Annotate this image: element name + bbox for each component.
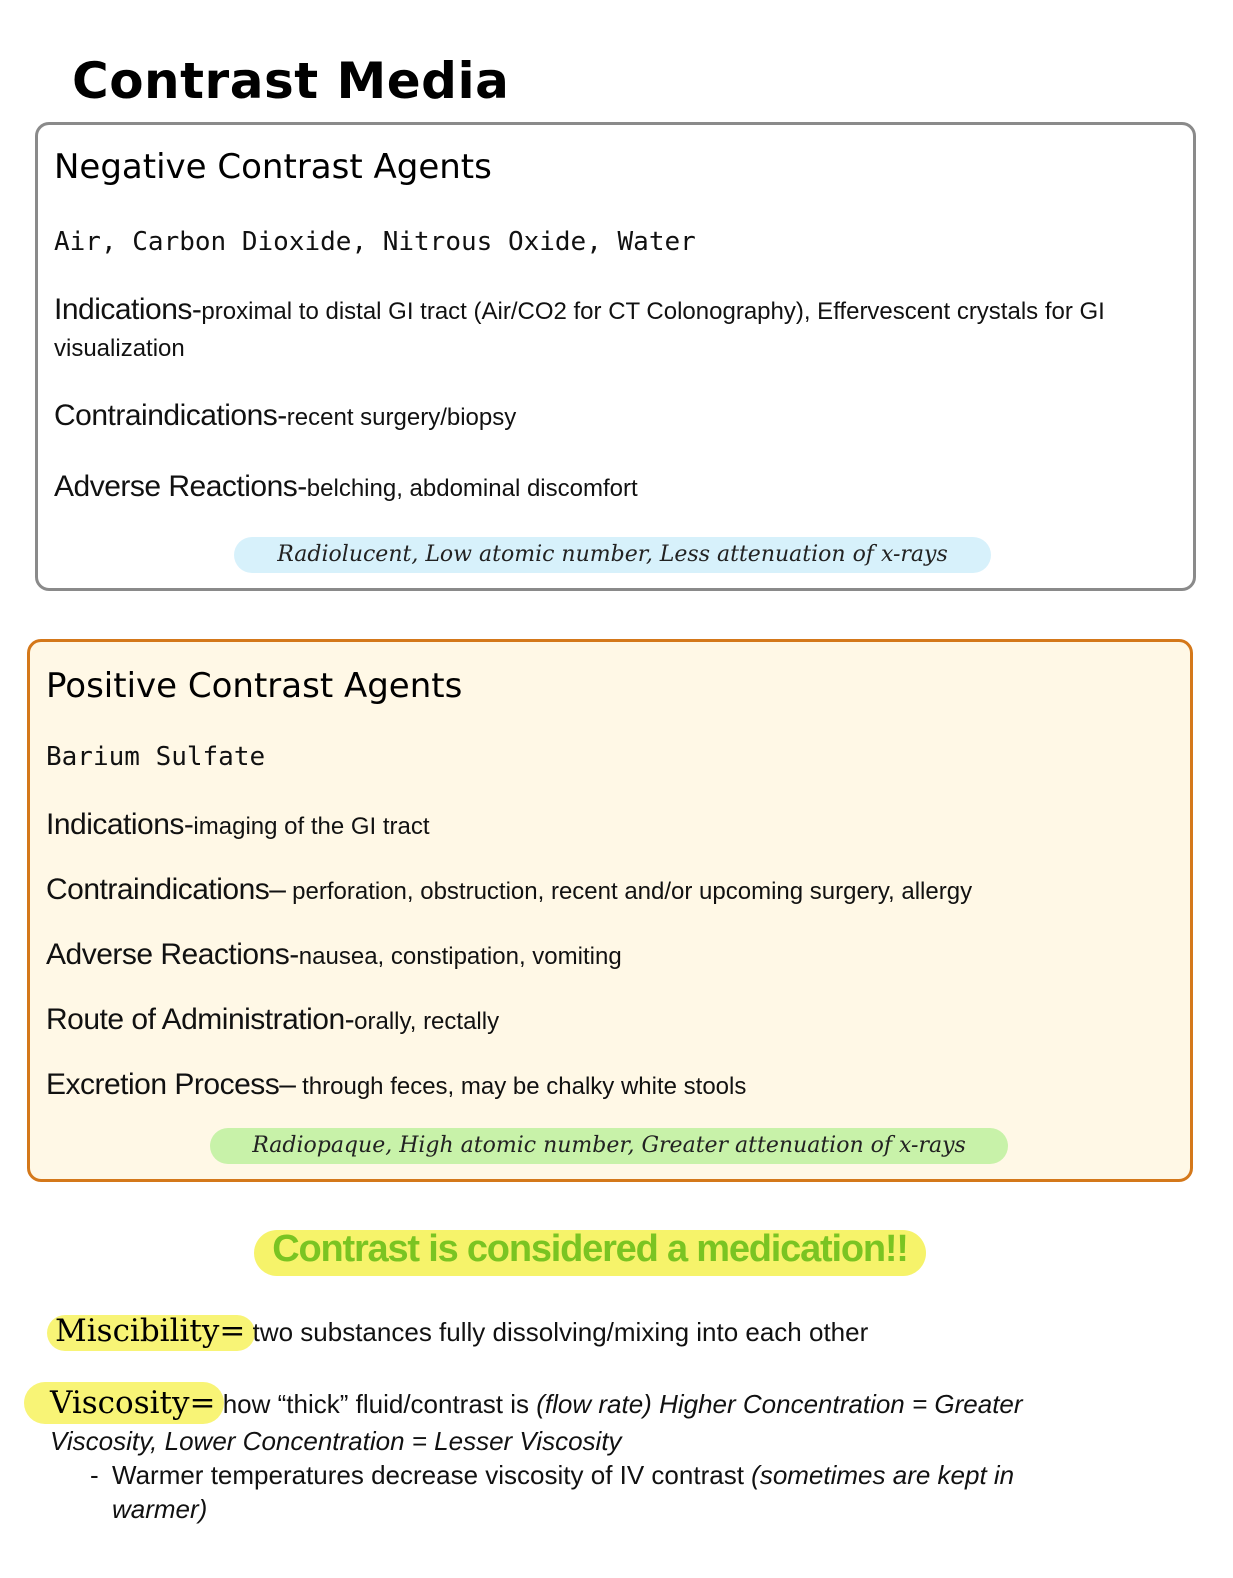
positive-heading: Positive Contrast Agents [46,666,463,706]
negative-contraindications [54,397,1179,436]
sub-text: Warmer temperatures decrease viscosity of IV contrast [112,1460,744,1490]
negative-agents: Air, Carbon Dioxide, Nitrous Oxide, Water [54,227,696,257]
contraindications-label: Contraindications– [46,873,286,906]
adverse-label: Adverse Reactions- [46,938,299,971]
positive-agents: Barium Sulfate [46,742,266,772]
miscibility-term: Miscibility= [55,1313,246,1349]
negative-heading: Negative Contrast Agents [54,147,492,187]
route-label: Route of Administration- [46,1003,355,1036]
miscibility-definition [55,1313,1155,1351]
adverse-label: Adverse Reactions- [54,470,307,503]
contraindications-text: recent surgery/biopsy [286,404,517,431]
positive-contraindications [46,871,1176,910]
sub-italic: (sometimes are kept in warmer) [112,1460,1015,1524]
indications-text: proximal to distal GI tract (Air/CO2 for CT Colonography), Effervescent crystals for GI visualization [54,298,1105,362]
page-title: Contrast Media [72,52,510,110]
positive-indications [46,806,1176,845]
contraindications-label: Contraindications- [54,399,287,432]
positive-route [46,1001,1176,1040]
negative-contrast-card [35,122,1196,591]
indications-text: imaging of the GI tract [193,813,430,840]
positive-contrast-card [27,639,1193,1182]
positive-adverse-reactions [46,936,1176,975]
route-text: orally, rectally [354,1008,500,1035]
sub-dash: - [90,1460,99,1490]
viscosity-term: Viscosity= [50,1385,216,1421]
viscosity-text: how “thick” fluid/contrast is [222,1389,530,1419]
positive-note: Radiopaque, High atomic number, Greater attenuation of x-rays [210,1128,1008,1164]
negative-adverse-reactions [54,468,1179,507]
medication-banner: Contrast is considered a medication!! [272,1228,908,1270]
adverse-text: nausea, constipation, vomiting [298,943,622,970]
adverse-text: belching, abdominal discomfort [306,475,638,502]
negative-indications [54,291,1179,367]
excretion-text: through feces, may be chalky white stools [302,1073,747,1100]
positive-excretion [46,1066,1176,1105]
excretion-label: Excretion Process– [46,1068,296,1101]
indications-label: Indications- [46,808,194,841]
contraindications-text: perforation, obstruction, recent and/or upcoming surgery, allergy [292,878,973,905]
miscibility-text: two substances fully dissolving/mixing into each other [252,1317,869,1347]
viscosity-definition [50,1385,1130,1460]
negative-note: Radiolucent, Low atomic number, Less attenuation of x-rays [234,537,991,573]
viscosity-italic: (flow rate) Higher Concentration = Greater Viscosity, Lower Concentration = Lesser Viscosity [50,1389,1023,1456]
viscosity-sub-bullet [90,1458,1100,1526]
indications-label: Indications- [54,293,202,326]
